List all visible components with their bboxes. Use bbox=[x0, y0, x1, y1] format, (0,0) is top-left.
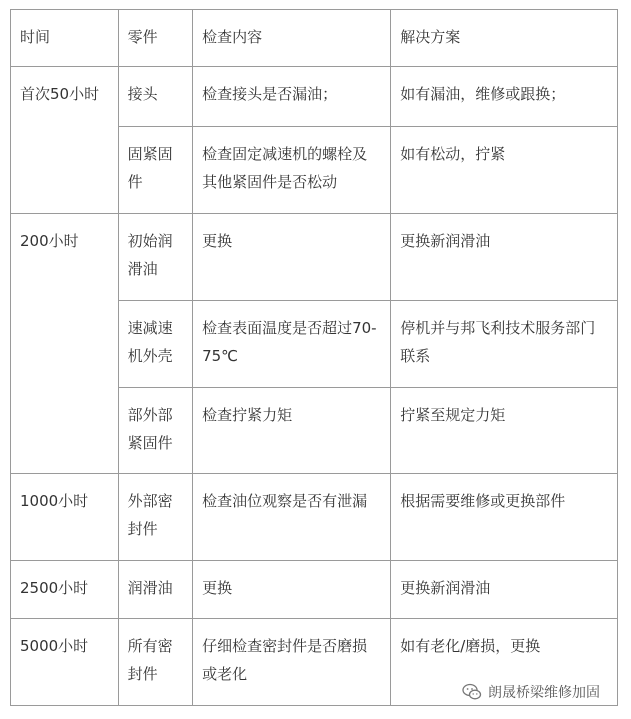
time-cell: 首次50小时 bbox=[11, 67, 119, 214]
solution-cell: 根据需要维修或更换部件 bbox=[391, 474, 618, 561]
header-row bbox=[11, 10, 618, 67]
part-cell: 外部密封件 bbox=[118, 474, 192, 561]
table-row bbox=[11, 561, 618, 619]
time-cell: 200小时 bbox=[11, 214, 119, 474]
check-cell: 检查固定减速机的螺栓及其他紧固件是否松动 bbox=[193, 127, 391, 214]
table-row bbox=[11, 67, 618, 127]
wechat-icon bbox=[462, 682, 482, 702]
part-cell: 润滑油 bbox=[118, 561, 192, 619]
solution-cell: 拧紧至规定力矩 bbox=[391, 388, 618, 474]
check-cell: 检查接头是否漏油； bbox=[193, 67, 391, 127]
watermark-text: 朗晟桥梁维修加固 bbox=[488, 685, 600, 701]
solution-cell: 停机并与邦飞利技术服务部门联系 bbox=[391, 301, 618, 388]
maintenance-table bbox=[10, 9, 618, 706]
part-cell: 所有密封件 bbox=[118, 619, 192, 706]
solution-cell: 如有老化/磨损，更换 bbox=[391, 619, 618, 706]
header-check: 检查内容 bbox=[193, 10, 391, 67]
check-cell: 检查拧紧力矩 bbox=[193, 388, 391, 474]
part-cell: 接头 bbox=[118, 67, 192, 127]
part-cell: 固紧固件 bbox=[118, 127, 192, 214]
watermark bbox=[462, 682, 600, 702]
time-cell: 2500小时 bbox=[11, 561, 119, 619]
solution-cell: 更换新润滑油 bbox=[391, 214, 618, 301]
check-cell: 仔细检查密封件是否磨损或老化 bbox=[193, 619, 391, 706]
check-cell: 更换 bbox=[193, 561, 391, 619]
check-cell: 检查表面温度是否超过70-75℃ bbox=[193, 301, 391, 388]
part-cell: 速减速机外壳 bbox=[118, 301, 192, 388]
time-cell: 5000小时 bbox=[11, 619, 119, 706]
table-row bbox=[11, 214, 618, 301]
header-part: 零件 bbox=[118, 10, 192, 67]
header-solution: 解决方案 bbox=[391, 10, 618, 67]
solution-cell: 更换新润滑油 bbox=[391, 561, 618, 619]
part-cell: 部外部紧固件 bbox=[118, 388, 192, 474]
table-row bbox=[11, 474, 618, 561]
solution-cell: 如有漏油，维修或跟换； bbox=[391, 67, 618, 127]
header-time: 时间 bbox=[11, 10, 119, 67]
check-cell: 更换 bbox=[193, 214, 391, 301]
check-cell: 检查油位观察是否有泄漏 bbox=[193, 474, 391, 561]
solution-cell: 如有松动，拧紧 bbox=[391, 127, 618, 214]
time-cell: 1000小时 bbox=[11, 474, 119, 561]
part-cell: 初始润滑油 bbox=[118, 214, 192, 301]
